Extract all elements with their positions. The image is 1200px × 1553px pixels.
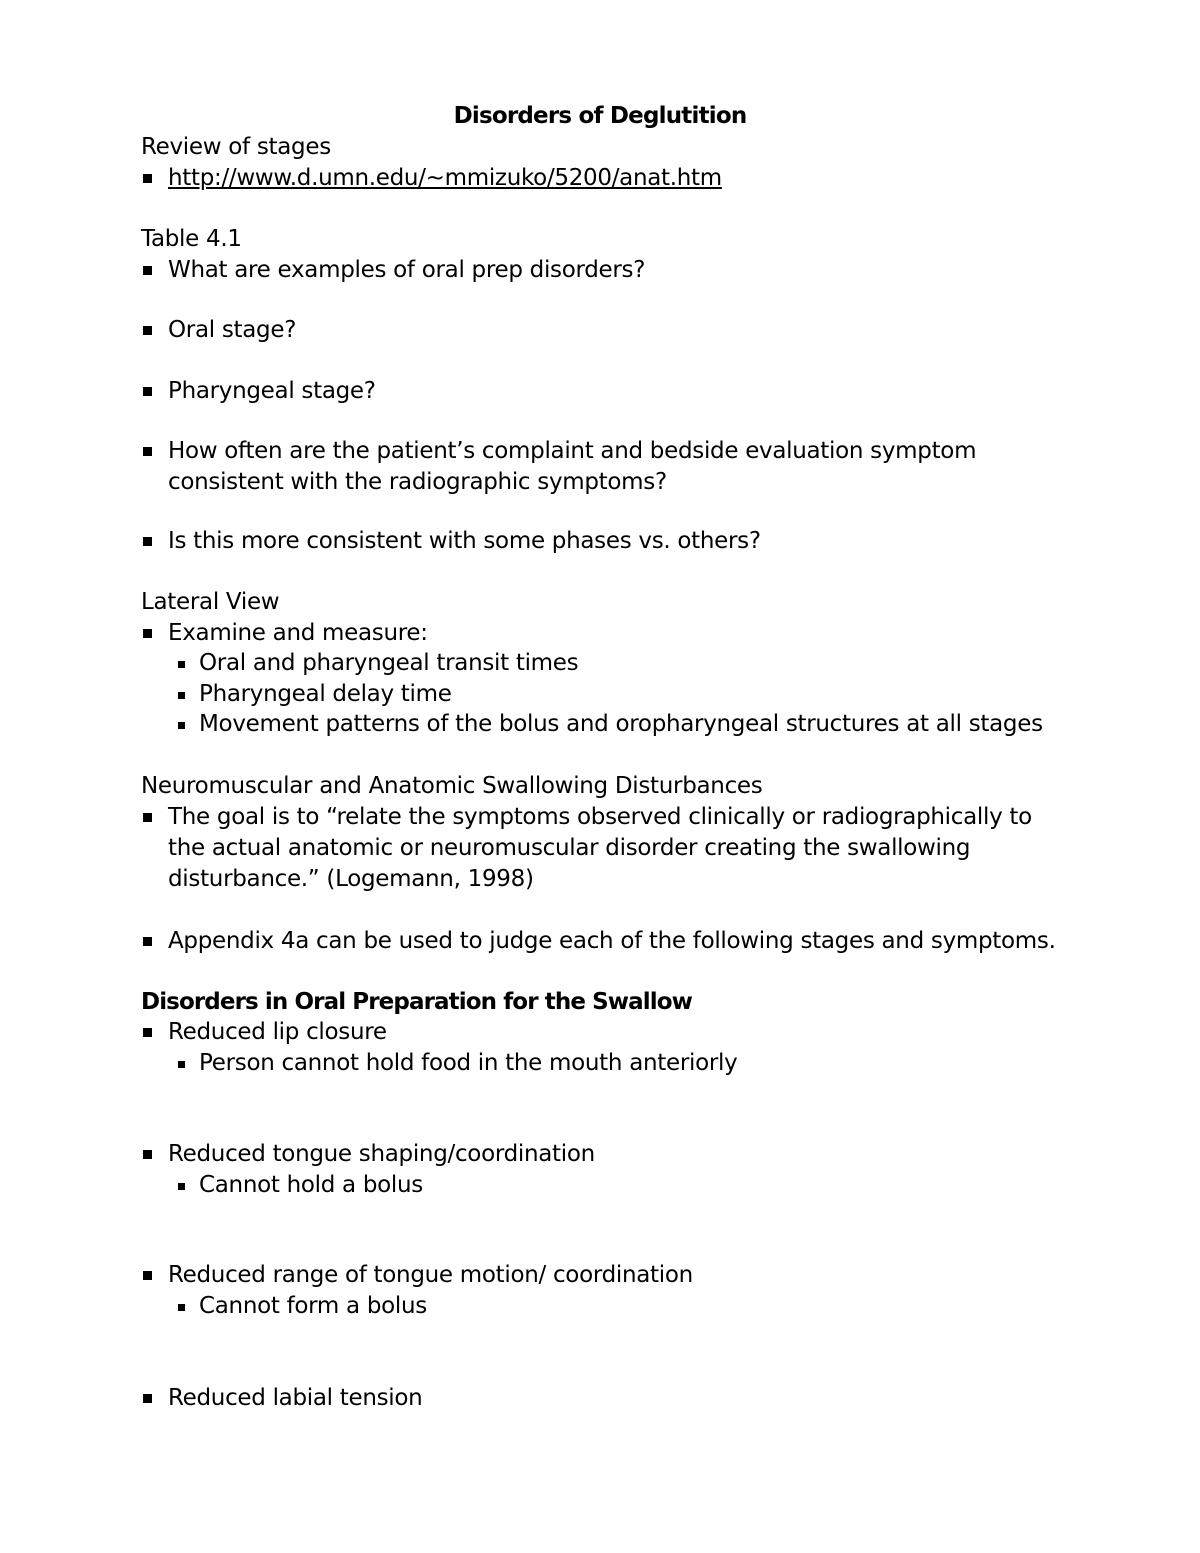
sub-bullet-icon — [178, 1061, 185, 1068]
review-heading: Review of stages — [141, 134, 331, 160]
sub-bullet-icon — [178, 1304, 185, 1311]
table-heading: Table 4.1 — [141, 226, 242, 252]
bullet-icon — [143, 447, 152, 456]
oral-prep-item-tongue-range: Reduced range of tongue motion/ coordination — [168, 1262, 693, 1288]
question-pharyngeal-stage: Pharyngeal stage? — [168, 378, 376, 404]
sub-bullet-icon — [178, 722, 185, 729]
bullet-icon — [143, 537, 152, 546]
neuro-goal-line2: the actual anatomic or neuromuscular disorder creating the swallowing — [168, 835, 971, 861]
bullet-icon — [143, 629, 152, 638]
question-oral-prep: What are examples of oral prep disorders? — [168, 257, 646, 283]
bullet-icon — [143, 1271, 152, 1280]
bullet-icon — [143, 174, 152, 183]
neuro-goal-line3: disturbance.” (Logemann, 1998) — [168, 866, 534, 892]
sub-bullet-icon — [178, 692, 185, 699]
bullet-icon — [143, 326, 152, 335]
oral-prep-sub-tongue-shaping: Cannot hold a bolus — [199, 1172, 423, 1198]
neuro-heading: Neuromuscular and Anatomic Swallowing Disturbances — [141, 773, 763, 799]
oral-prep-item-tongue-shaping: Reduced tongue shaping/coordination — [168, 1141, 595, 1167]
oral-prep-item-labial: Reduced labial tension — [168, 1385, 423, 1411]
lateral-subitem-movement: Movement patterns of the bolus and oropharyngeal structures at all stages — [199, 711, 1043, 737]
oral-prep-sub-tongue-range: Cannot form a bolus — [199, 1293, 427, 1319]
bullet-icon — [143, 937, 152, 946]
question-complaint-line2: consistent with the radiographic symptoms? — [168, 469, 667, 495]
question-phases: Is this more consistent with some phases vs. others? — [168, 528, 761, 554]
question-oral-stage: Oral stage? — [168, 317, 297, 343]
neuro-goal-line1: The goal is to “relate the symptoms observed clinically or radiographically to — [168, 804, 1032, 830]
bullet-icon — [143, 266, 152, 275]
anatomy-link[interactable]: http://www.d.umn.edu/~mmizuko/5200/anat.htm — [168, 165, 722, 191]
question-complaint-line1: How often are the patient’s complaint and bedside evaluation symptom — [168, 438, 977, 464]
lateral-subitem-transit: Oral and pharyngeal transit times — [199, 650, 579, 676]
oral-prep-sub-lip: Person cannot hold food in the mouth anteriorly — [199, 1050, 738, 1076]
document-title: Disorders of Deglutition — [453, 103, 747, 129]
bullet-icon — [143, 387, 152, 396]
lateral-heading: Lateral View — [141, 589, 280, 615]
bullet-icon — [143, 1150, 152, 1159]
sub-bullet-icon — [178, 661, 185, 668]
lateral-subitem-delay: Pharyngeal delay time — [199, 681, 452, 707]
bullet-icon — [143, 1394, 152, 1403]
sub-bullet-icon — [178, 1183, 185, 1190]
bullet-icon — [143, 813, 152, 822]
bullet-icon — [143, 1028, 152, 1037]
oral-prep-heading: Disorders in Oral Preparation for the Swallow — [141, 989, 692, 1015]
lateral-item: Examine and measure: — [168, 620, 428, 646]
oral-prep-item-lip: Reduced lip closure — [168, 1019, 387, 1045]
neuro-appendix: Appendix 4a can be used to judge each of the following stages and symptoms. — [168, 928, 1056, 954]
